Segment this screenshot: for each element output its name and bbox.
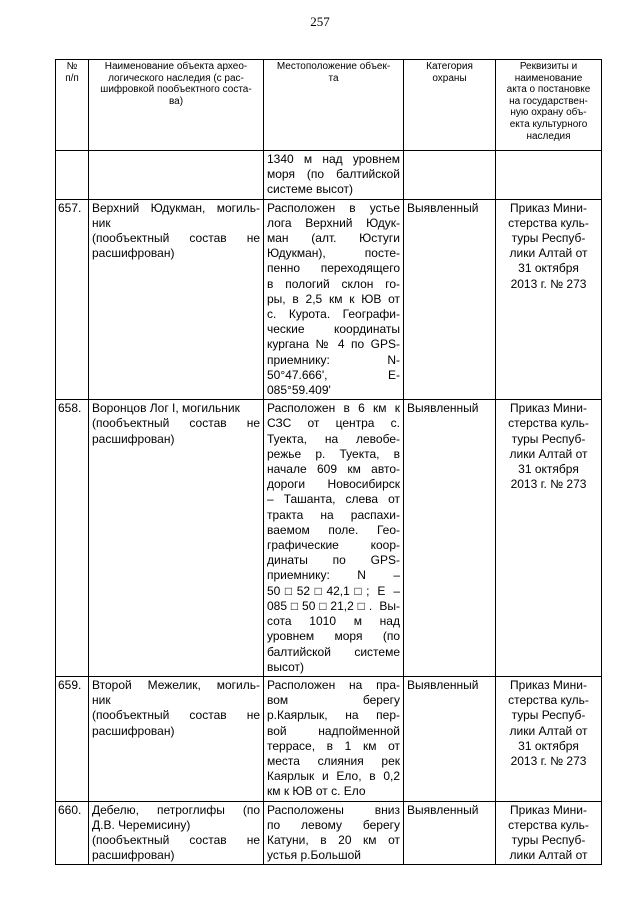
text-line: – Ташанта, слева от (267, 492, 400, 507)
text-line: (пообъектный состав не (92, 416, 260, 431)
text-line: ман (алт. Юстуги (267, 231, 400, 246)
header-location: Местоположение объек- та (264, 60, 404, 151)
row-number (56, 151, 89, 200)
text-line: тракта на распахи- (267, 507, 400, 522)
text-line: Катуни, в 20 км от (267, 832, 400, 847)
text-line: Расположен на пра- (267, 677, 400, 692)
text-line: ник (92, 215, 111, 230)
text-line: лога Верхний Юдук- (267, 215, 400, 230)
text-line: места слияния рек (267, 753, 400, 768)
text-line: Дебелю, петроглифы (по (92, 802, 260, 817)
text-line: уровнем моря (по (267, 629, 400, 644)
text-line: дороги Новосибирск (267, 477, 400, 492)
text-line: графические коор- (267, 538, 400, 553)
page-number: 257 (310, 14, 330, 29)
text-line: расшифрован) (92, 246, 175, 261)
row-number: 660. (56, 801, 89, 865)
text-line: СЗС от центра с. (267, 416, 400, 431)
text-line: (пообъектный состав не (92, 832, 260, 847)
text-line: динаты по GPS- (267, 553, 400, 568)
text-line: вой надпойменной (267, 723, 400, 738)
text-line: 31 октября (518, 462, 579, 477)
text-line: туры Респуб- (511, 431, 586, 446)
text-line: туры Респуб- (511, 231, 586, 246)
text-line: 2013 г. № 273 (510, 477, 587, 492)
table-header-row (56, 60, 602, 151)
text-line: Верхний Юдукман, могиль- (92, 200, 260, 215)
text-line: расшифрован) (92, 431, 175, 446)
text-line: приемнику: N- (267, 352, 400, 367)
text-line: Приказ Мини- (510, 802, 587, 817)
table-row (56, 151, 602, 200)
protection-category-cell: Выявленный (404, 400, 496, 677)
text-line: (пообъектный состав не (92, 708, 260, 723)
text-line: Юдукман), посте- (267, 246, 400, 261)
text-line: км к ЮВ от с. Ело (267, 784, 366, 799)
table-row (56, 199, 602, 400)
location-cell (264, 151, 404, 200)
protection-category-cell (404, 151, 496, 200)
text-line: Приказ Мини- (510, 200, 587, 215)
object-name-cell (89, 801, 264, 865)
text-line: пенно переходящего (267, 261, 400, 276)
act-details-cell (496, 199, 602, 400)
text-line: системе высот) (267, 182, 354, 197)
text-line: вом берегу (267, 693, 400, 708)
header-number: № п/п (56, 60, 89, 151)
text-line: 31 октября (518, 261, 579, 276)
text-line: 1340 м над уровнем (267, 152, 400, 166)
table-row (56, 400, 602, 677)
text-line: лики Алтай от (509, 848, 588, 863)
text-line: стерства куль- (508, 416, 589, 431)
text-line: расшифрован) (92, 723, 175, 738)
text-line: Воронцов Лог I, могильник (92, 401, 240, 416)
act-details-cell (496, 400, 602, 677)
heritage-objects-table (55, 59, 602, 865)
text-line: Д.В. Черемисину) (92, 817, 191, 832)
act-details-cell (496, 801, 602, 865)
text-line: Приказ Мини- (510, 677, 587, 692)
text-line: лики Алтай от (509, 446, 588, 461)
text-line: 50°47.666', E- (267, 367, 400, 382)
table-row (56, 801, 602, 865)
text-line: р.Каярлык, на пер- (267, 708, 400, 723)
text-line: стерства куль- (508, 817, 589, 832)
text-line: Туекта, на левобе- (267, 431, 400, 446)
text-line: 085°59.409' (267, 383, 331, 398)
text-line: ры, в 2,5 км к ЮВ от (267, 291, 400, 306)
protection-category-cell: Выявленный (404, 199, 496, 400)
text-line: 2013 г. № 273 (510, 753, 587, 768)
text-line: лики Алтай от (509, 246, 588, 261)
text-line: террасе, в 1 км от (267, 738, 400, 753)
act-details-cell (496, 676, 602, 801)
text-line: в пологий склон го- (267, 276, 400, 291)
object-name-cell (89, 400, 264, 677)
protection-category-cell: Выявленный (404, 676, 496, 801)
text-line: Каярлык и Ело, в 0,2 (267, 769, 400, 784)
text-line: по левому берегу (267, 817, 400, 832)
text-line: туры Респуб- (511, 708, 586, 723)
text-line: начале 609 км авто- (267, 462, 400, 477)
row-number: 658. (56, 400, 89, 677)
text-line: Расположен в 6 км к (267, 401, 400, 416)
header-act-details: Реквизиты и наименование акта о постановке на государствен- ную охрану объ- екта культурного наследия (496, 60, 602, 151)
protection-category-cell: Выявленный (404, 801, 496, 865)
text-line: высот) (267, 659, 305, 674)
location-cell (264, 676, 404, 801)
header-object-name: Наименование объекта архео- логического наследия (с рас- шифровкой пообъектного соста- ва) (89, 60, 264, 151)
text-line: Второй Межелик, могиль- (92, 677, 260, 692)
text-line: режье р. Туекта, в (267, 446, 400, 461)
header-protection-category: Категория охраны (404, 60, 496, 151)
text-line: с. Курота. Географи- (267, 307, 400, 322)
object-name-cell (89, 676, 264, 801)
text-line: ческие координаты (267, 322, 400, 337)
text-line: расшифрован) (92, 848, 175, 863)
text-line: кургана № 4 по GPS- (267, 337, 400, 352)
text-line: туры Респуб- (511, 832, 586, 847)
text-line: 2013 г. № 273 (510, 276, 587, 291)
object-name-cell (89, 199, 264, 400)
row-number: 657. (56, 199, 89, 400)
text-line: сота 1010 м над (267, 614, 400, 629)
text-line: ник (92, 693, 111, 708)
location-cell (264, 400, 404, 677)
table-row (56, 676, 602, 801)
text-line: ваемом поле. Гео- (267, 522, 400, 537)
text-line: 085□50□21,2□. Вы- (267, 598, 400, 613)
text-line: балтийской системе (267, 644, 400, 659)
text-line: 50□52□42,1□; E – (267, 583, 400, 598)
text-line: (пообъектный состав не (92, 231, 260, 246)
text-line: Расположен в устье (267, 200, 400, 215)
location-cell (264, 801, 404, 865)
text-line: стерства куль- (508, 215, 589, 230)
text-line: устья р.Большой (267, 848, 361, 863)
text-line: Приказ Мини- (510, 401, 587, 416)
text-line: моря (по балтийской (267, 167, 400, 182)
text-line: приемнику: N – (267, 568, 400, 583)
row-number: 659. (56, 676, 89, 801)
text-line: Расположены вниз (267, 802, 400, 817)
object-name-cell (89, 151, 264, 200)
text-line: лики Алтай от (509, 723, 588, 738)
text-line: стерства куль- (508, 693, 589, 708)
text-line: 31 октября (518, 738, 579, 753)
act-details-cell (496, 151, 602, 200)
location-cell (264, 199, 404, 400)
